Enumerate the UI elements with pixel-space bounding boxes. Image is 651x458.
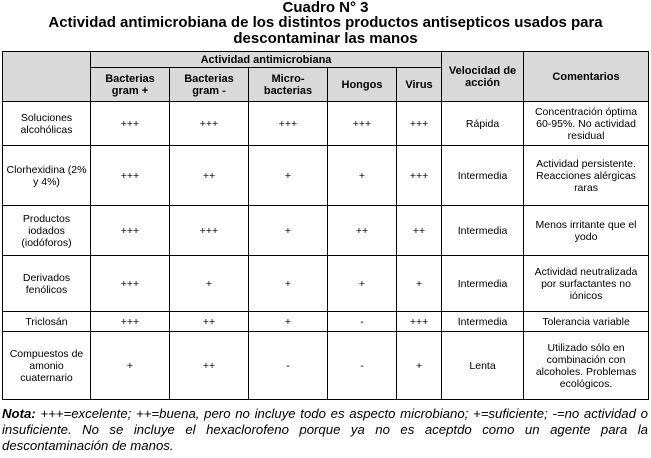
value-cell: +++ bbox=[170, 206, 249, 256]
product-cell: Productos iodados (iodóforos) bbox=[3, 206, 91, 256]
value-cell: - bbox=[328, 312, 397, 332]
product-cell: Clorhexidina (2% y 4%) bbox=[3, 146, 91, 206]
table-title-line-1: Actividad antimicrobiana de los distintos productos antisepticos usados para bbox=[48, 14, 603, 31]
speed-cell: Intermedia bbox=[442, 206, 524, 256]
comment-cell: Tolerancia variable bbox=[524, 312, 649, 332]
header-bacterias-gram-neg: Bacterias gram - bbox=[170, 68, 249, 102]
table-row bbox=[3, 256, 649, 312]
product-cell: Derivados fenólicos bbox=[3, 256, 91, 312]
header-bacterias-gram-pos: Bacterias gram + bbox=[91, 68, 170, 102]
value-cell: + bbox=[397, 332, 442, 400]
speed-cell: Intermedia bbox=[442, 146, 524, 206]
antimicrobial-activity-table bbox=[2, 51, 649, 400]
product-cell: Soluciones alcohólicas bbox=[3, 102, 91, 146]
value-cell: + bbox=[249, 206, 328, 256]
value-cell: +++ bbox=[91, 102, 170, 146]
value-cell: + bbox=[170, 256, 249, 312]
value-cell: ++ bbox=[170, 312, 249, 332]
value-cell: ++ bbox=[170, 332, 249, 400]
value-cell: +++ bbox=[397, 102, 442, 146]
value-cell: + bbox=[328, 146, 397, 206]
value-cell: +++ bbox=[170, 102, 249, 146]
value-cell: +++ bbox=[91, 146, 170, 206]
table-number-title: Cuadro N° 3 bbox=[282, 0, 369, 16]
value-cell: ++ bbox=[397, 206, 442, 256]
comment-cell: Actividad neutralizada por surfactantes no iónicos bbox=[524, 256, 649, 312]
value-cell: - bbox=[328, 332, 397, 400]
value-cell: + bbox=[397, 256, 442, 312]
header-virus: Virus bbox=[397, 68, 442, 102]
speed-column-header: Velocidad de acción bbox=[442, 52, 524, 102]
product-column-header bbox=[3, 52, 91, 102]
speed-cell: Lenta bbox=[442, 332, 524, 400]
table-row bbox=[3, 102, 649, 146]
note-label: Nota: bbox=[2, 406, 36, 421]
table-row bbox=[3, 332, 649, 400]
value-cell: +++ bbox=[91, 312, 170, 332]
value-cell: ++ bbox=[170, 146, 249, 206]
table-row bbox=[3, 206, 649, 256]
value-cell: + bbox=[249, 256, 328, 312]
comment-cell: Actividad persistente. Reacciones alérgicas raras bbox=[524, 146, 649, 206]
table-row bbox=[3, 312, 649, 332]
value-cell: +++ bbox=[397, 146, 442, 206]
value-cell: - bbox=[249, 332, 328, 400]
speed-cell: Intermedia bbox=[442, 312, 524, 332]
note-text: +++=excelente; ++=buena, pero no incluye todo es aspecto microbiano; +=suficiente; -=no actividad o insuficiente. No se incluye el hexaclorofeno porque ya no es aceptdo como un agente para la descontaminación de manos. bbox=[2, 406, 648, 453]
value-cell: + bbox=[91, 332, 170, 400]
header-microbacterias: Micro-bacterias bbox=[249, 68, 328, 102]
value-cell: +++ bbox=[249, 102, 328, 146]
value-cell: + bbox=[249, 312, 328, 332]
activity-group-header: Actividad antimicrobiana bbox=[91, 52, 442, 68]
value-cell: +++ bbox=[328, 102, 397, 146]
value-cell: + bbox=[328, 256, 397, 312]
value-cell: + bbox=[249, 146, 328, 206]
comment-cell: Utilizado sólo en combinación con alcoholes. Problemas ecológicos. bbox=[524, 332, 649, 400]
product-cell: Triclosán bbox=[3, 312, 91, 332]
value-cell: ++ bbox=[328, 206, 397, 256]
product-cell: Compuestos de amonio cuaternario bbox=[3, 332, 91, 400]
speed-cell: Intermedia bbox=[442, 256, 524, 312]
value-cell: +++ bbox=[397, 312, 442, 332]
table-title-line-2: descontaminar las manos bbox=[233, 30, 418, 47]
comment-cell: Menos irritante que el yodo bbox=[524, 206, 649, 256]
table-footnote bbox=[2, 406, 648, 454]
value-cell: +++ bbox=[91, 256, 170, 312]
table-row bbox=[3, 146, 649, 206]
comments-column-header: Comentarios bbox=[524, 52, 649, 102]
header-hongos: Hongos bbox=[328, 68, 397, 102]
comment-cell: Concentración óptima 60-95%. No actividad residual bbox=[524, 102, 649, 146]
value-cell: +++ bbox=[91, 206, 170, 256]
speed-cell: Rápida bbox=[442, 102, 524, 146]
